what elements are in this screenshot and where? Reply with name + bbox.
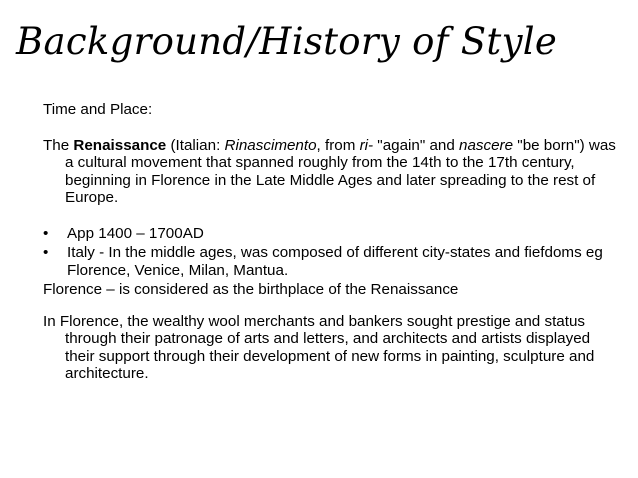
- spacer: [43, 207, 618, 225]
- renaissance-paragraph: [43, 137, 618, 207]
- spacer: [43, 119, 618, 137]
- renaissance-term: Renaissance: [73, 136, 167, 154]
- text-run: "again" and: [373, 136, 460, 154]
- florence-paragraph: In Florence, the wealthy wool merchants and bankers sought prestige and status through their patronage of arts and letters, and architects and artists displayed their support through their development of new forms in painting, sculpture and architecture.: [43, 312, 595, 382]
- bullet-text: Italy - In the middle ages, was composed of different city-states and fiefdoms eg Florence, Venice, Milan, Mantua.: [67, 244, 603, 279]
- text-run: (Italian:: [166, 136, 225, 154]
- slide-body: [43, 101, 618, 383]
- spacer: [43, 299, 618, 313]
- verb-word: nascere: [459, 136, 514, 154]
- florence-line: Florence – is considered as the birthplace of the Renaissance: [43, 281, 459, 298]
- italian-word: Rinascimento: [224, 136, 317, 154]
- bullet-item: [43, 244, 618, 279]
- text-run: "be born") was a cultural movement that spanned roughly from the 14th to the 17th century, beginning in Florence in the Late Middle Ages and later spreading to the rest of Europe.: [65, 136, 616, 206]
- slide-title: Background/History of Style: [16, 20, 558, 63]
- bullet-icon: •: [43, 224, 49, 242]
- bullet-icon: •: [43, 244, 49, 261]
- section-heading: Time and Place:: [43, 101, 153, 118]
- bullet-text: App 1400 – 1700AD: [67, 224, 204, 242]
- bullet-list: [43, 225, 618, 280]
- text-run: , from: [316, 136, 360, 154]
- bullet-item: [43, 225, 618, 243]
- prefix-word: ri-: [359, 136, 374, 154]
- text-run: The: [43, 136, 74, 154]
